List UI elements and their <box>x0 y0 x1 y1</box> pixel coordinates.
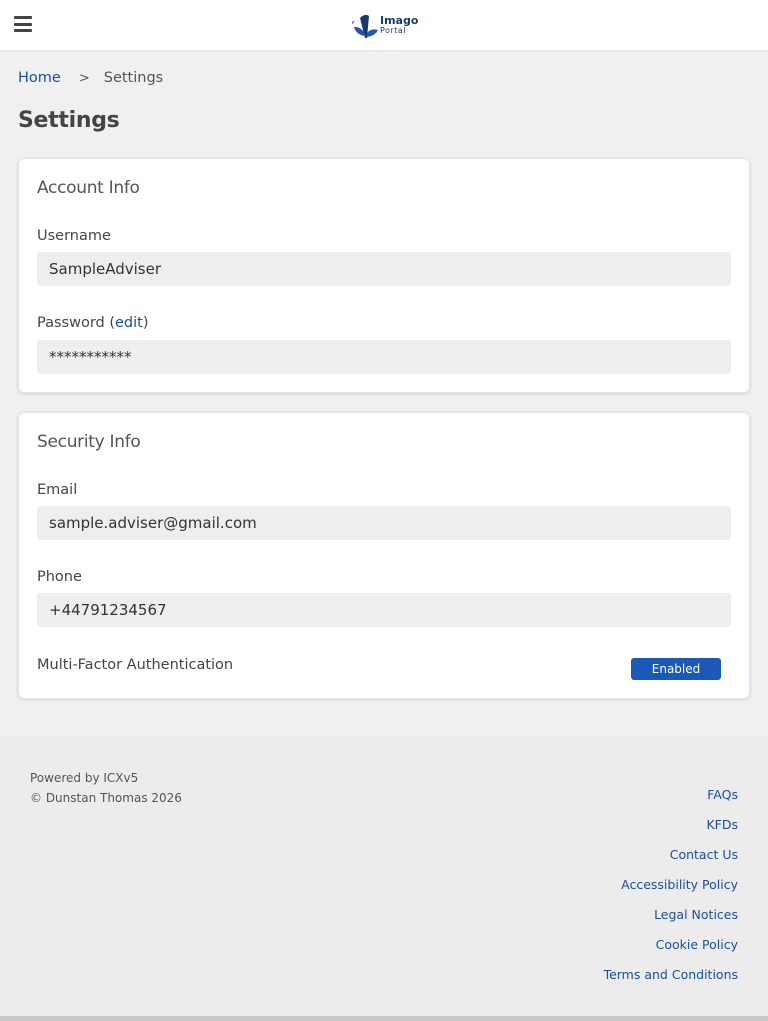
phone-field[interactable] <box>37 593 731 627</box>
footer-link-kfds[interactable]: KFDs <box>706 817 738 832</box>
email-label: Email <box>37 482 78 498</box>
breadcrumb <box>18 68 163 88</box>
security-info-title: Security Info <box>37 432 141 452</box>
footer-link-contact-us[interactable]: Contact Us <box>669 847 738 862</box>
account-info-title: Account Info <box>37 178 140 198</box>
password-field[interactable] <box>37 340 731 374</box>
footer-link-terms-and-conditions[interactable]: Terms and Conditions <box>603 967 738 982</box>
logo-subtitle: Portal <box>380 26 406 35</box>
footer-link-faqs[interactable]: FAQs <box>707 787 738 802</box>
powered-by-text: Powered by ICXv5 <box>30 771 139 785</box>
footer-link-legal-notices[interactable]: Legal Notices <box>654 907 738 922</box>
password-label-text: Password ( <box>37 315 115 331</box>
password-label-close: ) <box>142 315 149 331</box>
logo-name: Imago <box>380 14 419 27</box>
butterfly-logo-icon <box>351 10 379 40</box>
footer-links <box>604 786 738 996</box>
footer <box>0 736 768 1016</box>
username-field[interactable] <box>37 252 731 286</box>
password-label <box>37 315 149 331</box>
footer-link-cookie-policy[interactable]: Cookie Policy <box>655 937 738 952</box>
copyright-text: © Dunstan Thomas 2026 <box>30 791 182 805</box>
security-info-card <box>18 412 750 699</box>
mfa-label: Multi-Factor Authentication <box>37 657 234 673</box>
imago-portal-logo[interactable] <box>351 9 421 41</box>
top-bar <box>0 0 768 50</box>
footer-info <box>30 768 182 808</box>
phone-label: Phone <box>37 569 82 585</box>
footer-link-accessibility-policy[interactable]: Accessibility Policy <box>621 877 738 892</box>
page-title: Settings <box>18 108 120 133</box>
mfa-status-badge: Enabled <box>631 658 721 680</box>
menu-icon[interactable] <box>14 16 32 32</box>
bottom-divider <box>0 1016 768 1021</box>
breadcrumb-current: Settings <box>103 70 164 86</box>
email-field[interactable] <box>37 506 731 540</box>
breadcrumb-separator: > <box>78 70 90 86</box>
username-label: Username <box>37 228 111 244</box>
account-info-card <box>18 158 750 393</box>
password-edit-link[interactable]: edit <box>115 315 143 331</box>
breadcrumb-home-link[interactable]: Home <box>18 70 61 86</box>
